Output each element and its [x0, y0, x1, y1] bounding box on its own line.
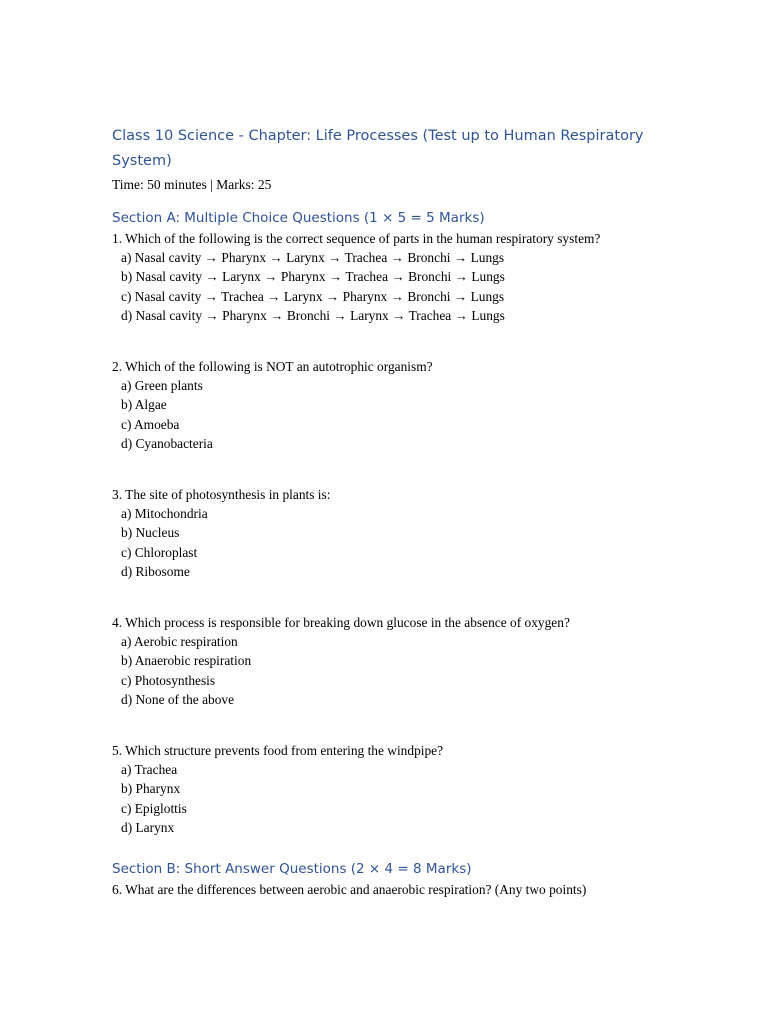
question-3 [112, 485, 652, 581]
question-4 [112, 613, 652, 709]
question-text: 1. Which of the following is the correct sequence of parts in the human respiratory system? [112, 231, 601, 246]
answer-option: c) Chloroplast [121, 544, 198, 560]
answer-option: c) Nasal cavity → Trachea → Larynx → Pharynx → Bronchi → Lungs [121, 288, 505, 304]
answer-option: a) Aerobic respiration [121, 634, 238, 650]
question-5 [112, 741, 652, 837]
answer-option: a) Nasal cavity → Pharynx → Larynx → Trachea → Bronchi → Lungs [121, 250, 505, 266]
question-text: 6. What are the differences between aerobic and anaerobic respiration? (Any two points) [112, 882, 587, 898]
question-text: 2. Which of the following is NOT an autotrophic organism? [112, 359, 433, 375]
question-2 [112, 357, 652, 453]
question-list [112, 229, 652, 837]
answer-option: a) Trachea [121, 762, 178, 778]
answer-option: b) Anaerobic respiration [121, 653, 252, 669]
document-title: Class 10 Science - Chapter: Life Processes (Test up to Human Respiratory System) [112, 128, 644, 169]
answer-option: a) Green plants [121, 378, 203, 394]
answer-option: d) Larynx [121, 819, 175, 835]
answer-option: c) Amoeba [121, 416, 180, 432]
answer-option: b) Pharynx [121, 781, 181, 797]
answer-option: c) Photosynthesis [121, 672, 216, 688]
answer-option: b) Algae [121, 397, 167, 413]
question-text: 5. Which structure prevents food from entering the windpipe? [112, 743, 444, 759]
answer-option: d) Cyanobacteria [121, 435, 213, 451]
document-page [112, 124, 652, 899]
question-list [112, 880, 652, 899]
question-text: 3. The site of photosynthesis in plants is: [112, 487, 331, 503]
answer-option: b) Nucleus [121, 525, 180, 541]
question-6 [112, 880, 652, 899]
answer-option: a) Mitochondria [121, 506, 208, 522]
answer-option: d) Nasal cavity → Pharynx → Bronchi → Larynx → Trachea → Lungs [121, 307, 505, 323]
answer-option: d) None of the above [121, 691, 235, 707]
question-1 [112, 229, 652, 325]
answer-option: d) Ribosome [121, 563, 190, 579]
section-heading: Section B: Short Answer Questions (2 × 4 = 8 Marks) [112, 861, 472, 878]
question-text: 4. Which process is responsible for breaking down glucose in the absence of oxygen? [112, 615, 570, 631]
test-meta: Time: 50 minutes | Marks: 25 [112, 177, 272, 192]
sections-container [112, 208, 652, 899]
section-b [112, 859, 652, 899]
section-a [112, 208, 652, 837]
answer-option: b) Nasal cavity → Larynx → Pharynx → Trachea → Bronchi → Lungs [121, 269, 505, 285]
answer-option: c) Epiglottis [121, 800, 187, 816]
section-heading: Section A: Multiple Choice Questions (1 × 5 = 5 Marks) [112, 210, 485, 226]
